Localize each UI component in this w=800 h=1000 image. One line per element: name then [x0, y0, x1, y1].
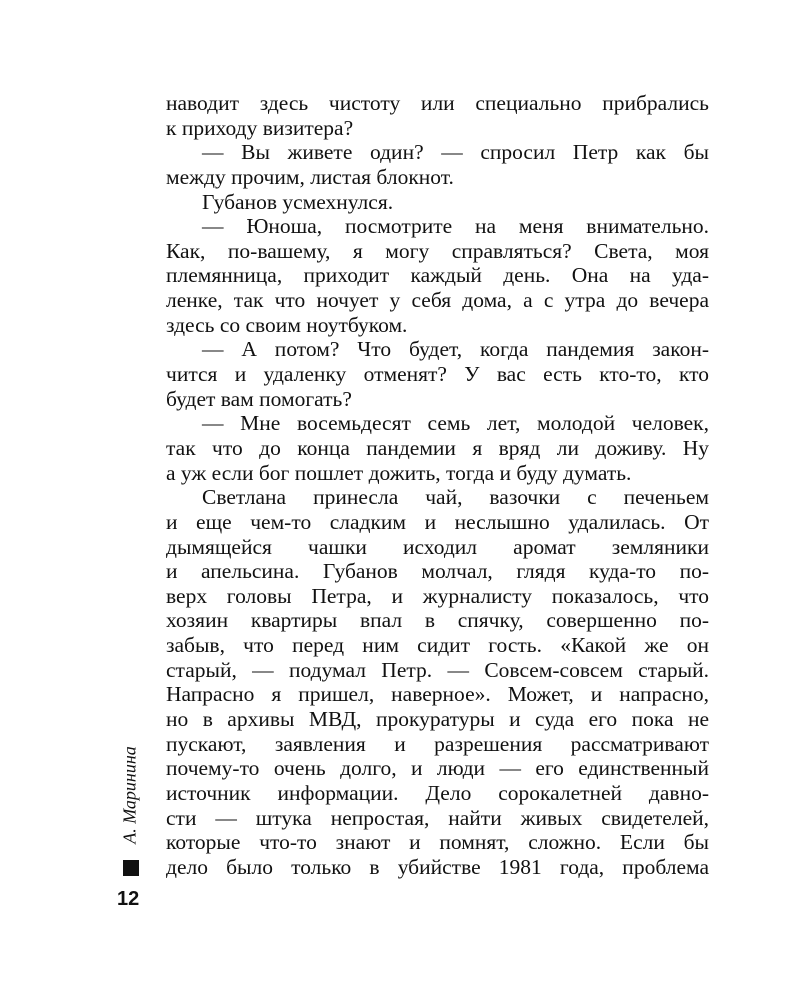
- text-line: и апельсина. Губанов молчал, глядя куда-то по-: [166, 559, 709, 584]
- text-line: почему-то очень долго, и люди — его единственный: [166, 756, 709, 781]
- text-line: забыв, что перед ним сидит гость. «Какой же он: [166, 633, 709, 658]
- text-line: ленке, так что ночует у себя дома, а с утра до вечера: [166, 288, 709, 313]
- text-line: — Юноша, посмотрите на меня внимательно.: [202, 214, 709, 239]
- text-line: старый, — подумал Петр. — Совсем-совсем старый.: [166, 657, 709, 682]
- text-line: пускают, заявления и разрешения рассматривают: [166, 731, 709, 756]
- body-text: [166, 91, 709, 880]
- square-marker-icon: [123, 860, 139, 876]
- text-line: чится и удаленку отменят? У вас есть кто-то, кто: [166, 362, 709, 387]
- text-line: — Вы живете один? — спросил Петр как бы: [202, 140, 709, 165]
- page-number: 12: [117, 888, 140, 910]
- author-name: А. Маринина: [119, 746, 140, 844]
- text-line: между прочим, листая блокнот.: [166, 164, 454, 189]
- text-line: наводит здесь чистоту или специально прибрались: [166, 91, 709, 115]
- text-line: дымящейся чашки исходил аромат земляники: [166, 534, 709, 559]
- text-line: — А потом? Что будет, когда пандемия закон-: [202, 337, 709, 362]
- text-line: верх головы Петра, и журналисту показалось, что: [166, 583, 709, 608]
- text-line: будет вам помогать?: [166, 386, 352, 411]
- text-line: Напрасно я пришел, наверное». Может, и напрасно,: [166, 682, 709, 707]
- text-line: сти — штука непростая, найти живых свидетелей,: [166, 805, 709, 830]
- text-line: Губанов усмехнулся.: [202, 189, 394, 214]
- text-line: так что до конца пандемии я вряд ли доживу. Ну: [166, 435, 709, 460]
- text-line: но в архивы МВД, прокуратуры и суда его пока не: [166, 707, 709, 732]
- text-line: дело было только в убийстве 1981 года, проблема: [166, 854, 709, 879]
- text-line: здесь со своим ноутбуком.: [166, 312, 408, 337]
- text-line: хозяин квартиры впал в спячку, совершенно по-: [166, 608, 709, 633]
- text-line: племянница, приходит каждый день. Она на уда-: [166, 263, 709, 288]
- text-line: к приходу визитера?: [166, 115, 354, 140]
- text-line: Светлана принесла чай, вазочки с печеньем: [202, 485, 709, 510]
- text-line: которые что-то знают и помнят, сложно. Если бы: [166, 830, 709, 855]
- text-line: — Мне восемьдесят семь лет, молодой человек,: [202, 411, 709, 436]
- text-line: Как, по-вашему, я могу справляться? Света, моя: [166, 238, 709, 263]
- text-line: и еще чем-то сладким и неслышно удалилась. От: [166, 509, 709, 534]
- running-head-author: [120, 745, 140, 845]
- text-line: источник информации. Дело сорокалетней давно-: [166, 780, 709, 805]
- text-line: а уж если бог пошлет дожить, тогда и буду думать.: [166, 460, 632, 485]
